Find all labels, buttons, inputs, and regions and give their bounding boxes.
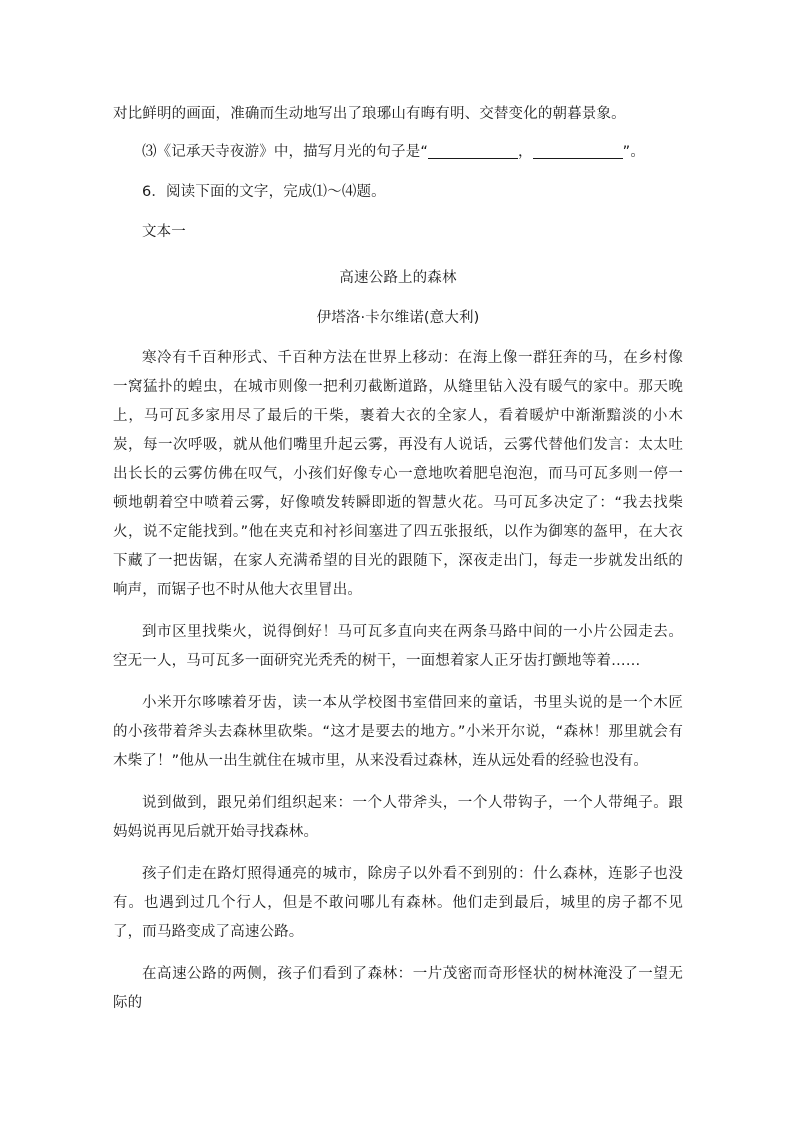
- intro-continuation-line: 对比鲜明的画面，准确而生动地写出了琅琊山有晦有明、交替变化的朝暮景象。: [113, 106, 626, 122]
- article-paragraph-2: 到市区里找柴火，说得倒好！马可瓦多直向夹在两条马路中间的一小片公园走去。空无一人，马可瓦多一面研究光秃秃的树干，一面想着家人正牙齿打颤地等着……: [113, 624, 683, 669]
- question-3-prefix: ⑶《记承天寺夜游》中，描写月光的句子是“: [142, 144, 429, 160]
- article-title: 高速公路上的森林: [339, 270, 457, 286]
- answer-blank-2[interactable]: [533, 142, 623, 159]
- article-paragraph-1: 寒冷有千百种形式、千百种方法在世界上移动：在海上像一群狂奔的马，在乡村像一窝猛扑的蝗虫，在城市则像一把利刃截断道路，从缝里钻入没有暖气的家中。那天晚上，马可瓦多家用尽了最后的干柴，裹着大衣的全家人，看着暖炉中渐渐黯淡的小木炭，每一次呼吸，就从他们嘴里升起云雾，再没有人说话，云雾代替他们发言：太太吐出长长的云雾仿佛在叹气，小孩们好像专心一意地吹着肥皂泡泡，而马可瓦多则一停一顿地朝着空中喷着云雾，好像喷发转瞬即逝的智慧火花。马可瓦多决定了：“我去找柴火，说不定能找到。”他在夹克和衬衫间塞进了四五张报纸，以作为御寒的盔甲，在大衣下藏了一把齿锯，在家人充满希望的目光的跟随下，深夜走出门，每走一步就发出纸的响声，而锯子也不时从他大衣里冒出。: [113, 350, 683, 598]
- question-6-line: 6．阅读下面的文字，完成⑴～⑷题。: [142, 184, 386, 200]
- article-paragraph-4: 说到做到，跟兄弟们组织起来：一个人带斧头，一个人带钩子，一个人带绳子。跟妈妈说再见后就开始寻找森林。: [113, 795, 683, 840]
- document-content: [113, 100, 683, 1018]
- question-3-suffix: ”。: [622, 144, 645, 160]
- article-paragraph-6: 在高速公路的两侧，孩子们看到了森林：一片茂密而奇形怪状的树林淹没了一望无际的: [113, 966, 683, 1011]
- article-paragraph-3: 小米开尔哆嗦着牙齿，读一本从学校图书室借回来的童话，书里头说的是一个木匠的小孩带着斧头去森林里砍柴。“这才是要去的地方。”小米开尔说，“森林！那里就会有木柴了！”他从一出生就住在城市里，从来没看过森林，连从远处看的经验也没有。: [113, 695, 683, 769]
- question-3-line: [113, 138, 683, 167]
- text-one-label: 文本一: [142, 224, 186, 240]
- article-paragraph-5: 孩子们走在路灯照得通亮的城市，除房子以外看不到别的：什么森林，连影子也没有。也遇到过几个行人，但是不敢问哪儿有森林。他们走到最后，城里的房子都不见了，而马路变成了高速公路。: [113, 866, 683, 940]
- answer-blank-1[interactable]: [428, 142, 518, 159]
- question-3-separator: ，: [518, 144, 533, 160]
- article-author: 伊塔洛·卡尔维诺(意大利): [316, 310, 480, 326]
